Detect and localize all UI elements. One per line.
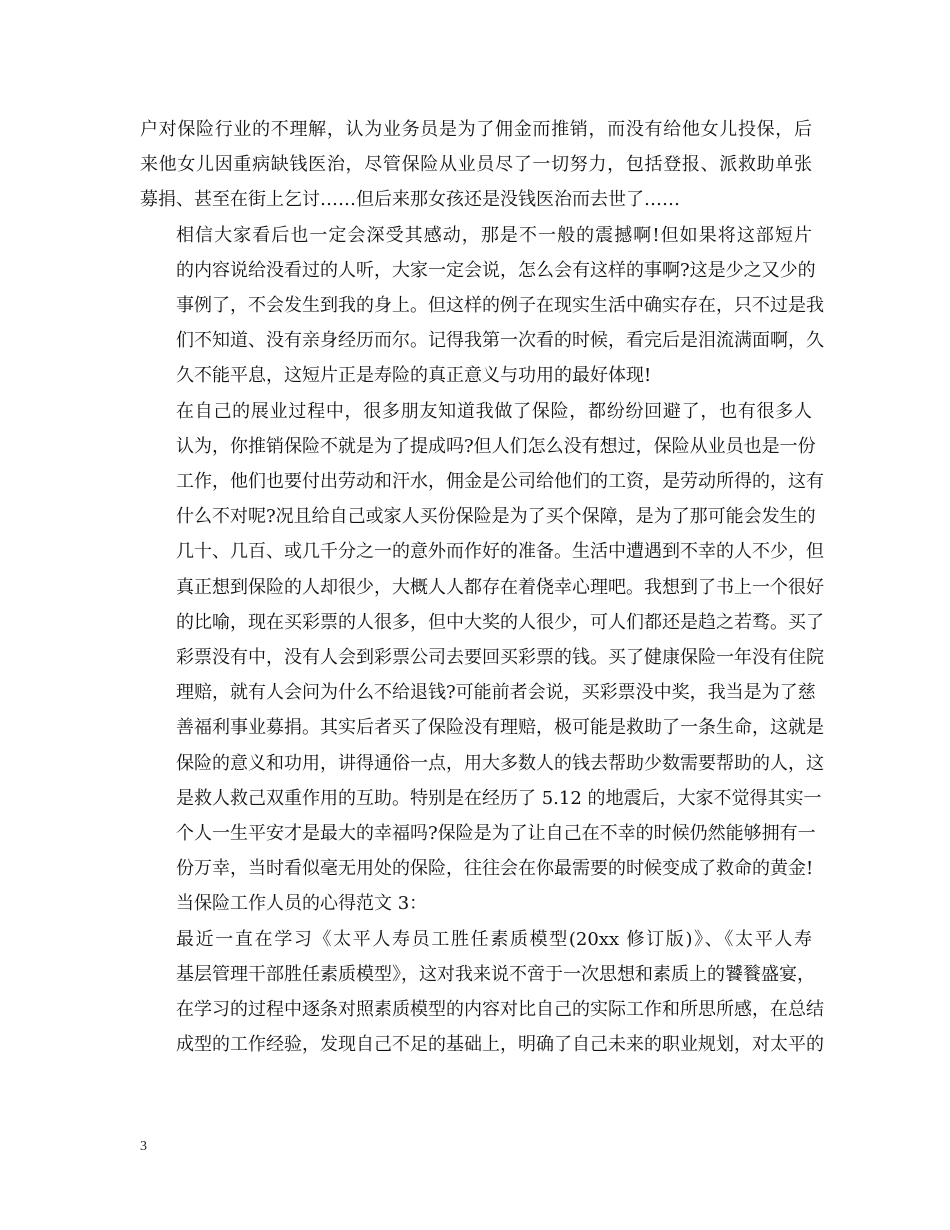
text-line: 几十、几百、或几千分之一的意外而作好的准备。生活中遭遇到不幸的人不少，但 xyxy=(176,541,824,563)
text-line: 基层管理干部胜任素质模型》，这对我来说不啻于一次思想和素质上的饕餮盛宴， xyxy=(176,963,815,985)
text-line: 份万幸，当时看似毫无用处的保险，往往会在你最需要的时候变成了救命的黄金! xyxy=(176,858,814,880)
text-line: 理赔，就有人会问为什么不给退钱?可能前者会说，买彩票没中奖，我当是为了慈 xyxy=(176,682,816,704)
text-line: 相信大家看后也一定会深受其感动，那是不一般的震撼啊!但如果将这部短片 xyxy=(176,224,812,246)
text-line: 当保险工作人员的心得范文 3： xyxy=(176,893,428,915)
text-line: 最近一直在学习《太平人寿员工胜任素质模型(20xx 修订版)》、《太平人寿 xyxy=(176,928,812,950)
text-line: 认为，你推销保险不就是为了提成吗?但人们怎么没有想过，保险从业员也是一份 xyxy=(176,435,816,457)
text-line: 户对保险行业的不理解，认为业务员是为了佣金而推销，而没有给他女儿投保，后 xyxy=(140,119,812,140)
paragraph xyxy=(140,218,824,394)
text-line: 什么不对呢?况且给自己或家人买份保险是为了买个保障，是为了那可能会发生的 xyxy=(176,506,816,528)
text-line: 保险的意义和功用，讲得通俗一点，用大多数人的钱去帮助少数需要帮助的人，这 xyxy=(176,752,824,774)
text-line: 成型的工作经验，发现自己不足的基础上，明确了自己未来的职业规划，对太平的 xyxy=(176,1034,824,1056)
text-line: 工作，他们也要付出劳动和汗水，佣金是公司给他们的工资，是劳动所得的，这有 xyxy=(176,471,824,493)
document-body xyxy=(140,112,824,1062)
text-line: 久不能平息，这短片正是寿险的真正意义与功用的最好体现! xyxy=(176,365,652,387)
text-line: 来他女儿因重病缺钱医治，尽管保险从业员尽了一切努力，包括登报、派救助单张 xyxy=(140,154,812,176)
text-line: 事例了，不会发生到我的身上。但这样的例子在现实生活中确实存在，只不过是我 xyxy=(176,295,824,317)
text-line: 个人一生平安才是最大的幸福吗?保险是为了让自己在不幸的时候仍然能够拥有一 xyxy=(176,823,816,845)
text-line: 善福利事业募捐。其实后者买了保险没有理赔，极可能是救助了一条生命，这就是 xyxy=(176,717,824,739)
text-line: 是救人救己双重作用的互助。特别是在经历了 5.12 的地震后，大家不觉得其实一 xyxy=(176,787,822,809)
text-line: 在学习的过程中逐条对照素质模型的内容对比自己的实际工作和所思所感，在总结 xyxy=(176,999,824,1021)
paragraph xyxy=(140,112,812,218)
text-line: 的比喻，现在买彩票的人很多，但中大奖的人很少，可人们都还是趋之若骛。买了 xyxy=(176,611,824,633)
paragraph xyxy=(140,886,812,921)
paragraph xyxy=(140,922,824,1063)
paragraph xyxy=(140,394,824,887)
text-line: 的内容说给没看过的人听，大家一定会说，怎么会有这样的事啊?这是少之又少的 xyxy=(176,259,816,281)
page-number: 3 xyxy=(140,1139,147,1154)
text-line: 真正想到保险的人却很少，大概人人都存在着侥幸心理吧。我想到了书上一个很好 xyxy=(176,576,824,598)
text-line: 彩票没有中，没有人会到彩票公司去要回买彩票的钱。买了健康保险一年没有住院 xyxy=(176,647,824,669)
text-line: 们不知道、没有亲身经历而尔。记得我第一次看的时候，看完后是泪流满面啊，久 xyxy=(176,330,824,352)
text-line: 募捐、甚至在街上乞讨……但后来那女孩还是没钱医治而去世了…… xyxy=(140,189,680,211)
text-line: 在自己的展业过程中，很多朋友知道我做了保险，都纷纷回避了，也有很多人 xyxy=(176,400,812,422)
